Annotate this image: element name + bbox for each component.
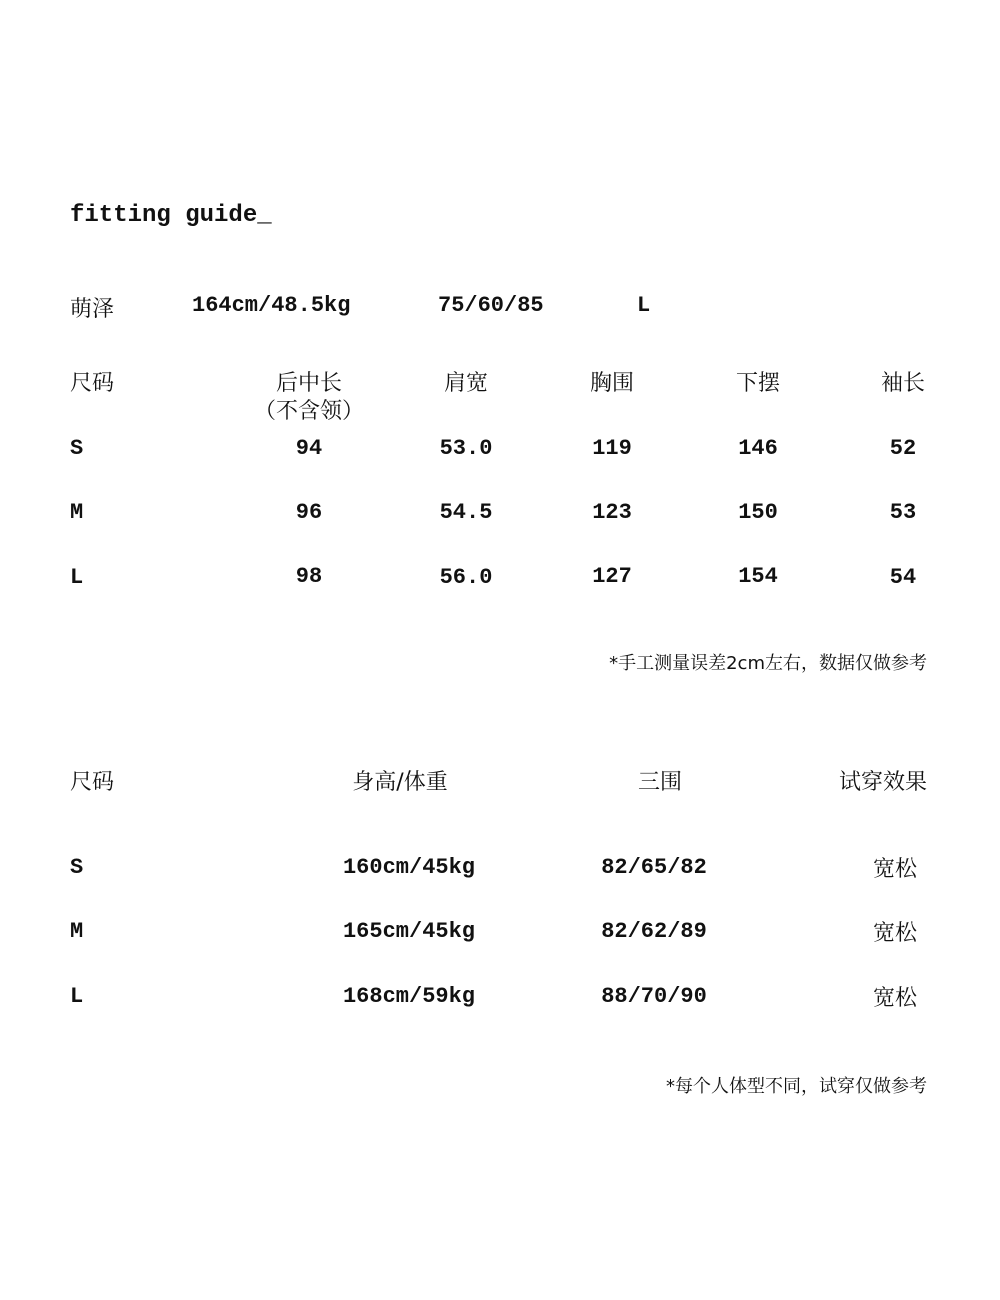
height-weight-cell: 160cm/45kg (342, 855, 476, 880)
sleeve-cell: 52 (889, 436, 917, 461)
size-table-note: *手工测量误差2cm左右，数据仅做参考 (609, 653, 927, 674)
sleeve-cell: 54 (889, 565, 917, 590)
header-hem: 下摆 (735, 371, 781, 396)
chest-cell: 127 (592, 564, 632, 589)
back-length-cell: 96 (295, 500, 323, 525)
measurements-cell: 82/62/89 (601, 919, 707, 944)
model-height-weight: 164cm/48.5kg (192, 293, 351, 318)
header-back-length: 后中长 (275, 371, 343, 396)
model-size: L (637, 293, 651, 318)
shoulder-cell: 54.5 (439, 500, 493, 525)
hem-cell: 154 (738, 564, 778, 589)
size-cell: M (70, 500, 84, 525)
measurements-cell: 82/65/82 (601, 855, 707, 880)
fit-cell: 宽松 (872, 986, 918, 1011)
height-weight-cell: 168cm/59kg (342, 984, 476, 1009)
fit-table-note: *每个人体型不同，试穿仅做参考 (666, 1076, 927, 1097)
size-cell: L (70, 984, 84, 1009)
back-length-cell: 98 (295, 564, 323, 589)
size-cell: S (70, 436, 84, 461)
model-measurements: 75/60/85 (438, 293, 544, 318)
hem-cell: 146 (738, 436, 778, 461)
header-size: 尺码 (70, 371, 115, 396)
height-weight-cell: 165cm/45kg (342, 919, 476, 944)
header-height-weight: 身高/体重 (352, 770, 448, 795)
hem-cell: 150 (738, 500, 778, 525)
measurements-cell: 88/70/90 (601, 984, 707, 1009)
chest-cell: 119 (592, 436, 632, 461)
header-size: 尺码 (70, 770, 115, 795)
header-back-length-note: （不含领） (253, 399, 365, 424)
size-cell: S (70, 855, 84, 880)
model-name: 萌泽 (70, 297, 115, 322)
header-fit: 试穿效果 (838, 770, 927, 795)
size-cell: M (70, 919, 84, 944)
header-measurements: 三围 (637, 770, 683, 795)
fit-cell: 宽松 (872, 857, 918, 882)
chest-cell: 123 (592, 500, 632, 525)
sleeve-cell: 53 (889, 500, 917, 525)
shoulder-cell: 56.0 (439, 565, 493, 590)
shoulder-cell: 53.0 (439, 436, 493, 461)
back-length-cell: 94 (295, 436, 323, 461)
header-chest: 胸围 (589, 371, 635, 396)
header-sleeve: 袖长 (880, 371, 926, 396)
size-cell: L (70, 565, 84, 590)
page-title: fitting guide_ (70, 202, 272, 229)
header-shoulder: 肩宽 (443, 371, 489, 396)
fit-cell: 宽松 (872, 921, 918, 946)
